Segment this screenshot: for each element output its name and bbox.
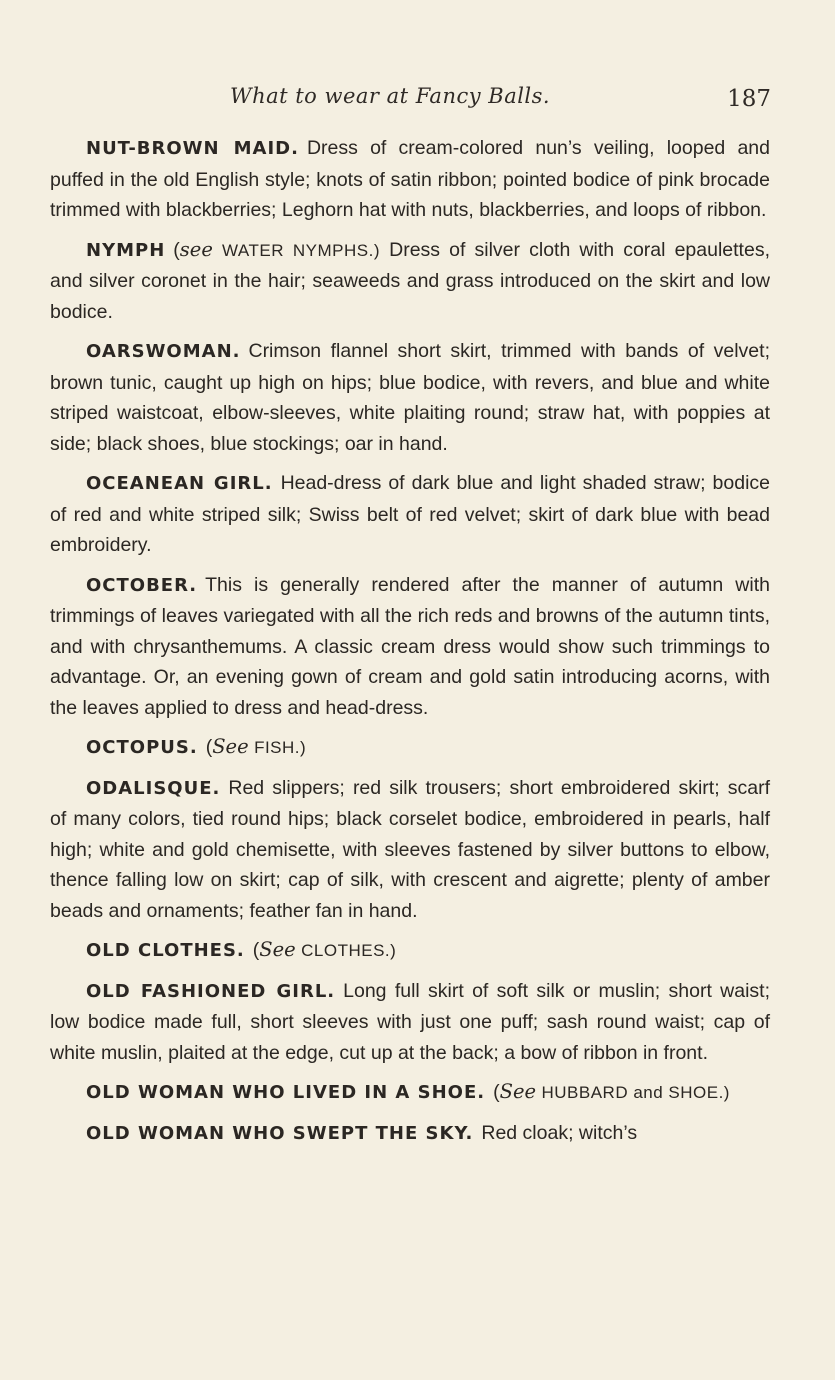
glossary-entry bbox=[50, 732, 770, 764]
cross-reference: FISH.) bbox=[254, 738, 307, 757]
entry-text: Dress of cream-colored nun’s veiling, looped and puffed in the old English style; knots of satin ribbon; pointed bodice of pink brocade trimmed with blackberries; Leghorn hat with nuts, blackberries, and loops of ribbon. bbox=[50, 137, 771, 221]
entry-text: Dress of silver cloth with coral epaulettes, and silver coronet in the hair; seaweeds and grass introduced on the skirt and low bodice. bbox=[50, 238, 770, 323]
entry-term: NYMPH bbox=[86, 239, 166, 261]
glossary-entry bbox=[50, 570, 770, 724]
cross-reference: HUBBARD and SHOE.) bbox=[541, 1083, 730, 1102]
glossary-entry bbox=[50, 773, 770, 927]
see-word: See bbox=[499, 1080, 537, 1103]
glossary-entry bbox=[50, 976, 770, 1069]
see-open: ( bbox=[252, 939, 260, 961]
entry-text: Head-dress of dark blue and light shaded straw; bodice of red and white striped silk; Swiss belt of red velvet; skirt of dark blue with bead embroidery. bbox=[50, 472, 770, 556]
entry-term: OCTOPUS. bbox=[86, 737, 198, 758]
see-open: ( bbox=[493, 1081, 500, 1103]
entry-text: Red slippers; red silk trousers; short embroidered skirt; scarf of many colors, tied round hips; black corselet bodice, embroidered in pearls, half high; white and gold chemisette, with sleeves fastened by silver buttons to elbow, thence falling low on skirt; cap of silk, with crescent and aigrette; plenty of amber beads and ornaments; feather fan in hand. bbox=[50, 776, 770, 922]
entry-text: Red cloak; witch’s bbox=[481, 1121, 638, 1144]
see-open: ( bbox=[173, 238, 180, 261]
entry-term: ODALISQUE. bbox=[86, 777, 221, 799]
entry-term: OLD CLOTHES. bbox=[86, 940, 245, 961]
glossary-entry bbox=[50, 468, 770, 561]
entry-term: OLD FASHIONED GIRL. bbox=[86, 980, 336, 1002]
see-word: see bbox=[179, 237, 213, 261]
entry-term: OCEANEAN GIRL. bbox=[86, 473, 273, 494]
entry-term: OLD WOMAN WHO SWEPT THE SKY. bbox=[86, 1122, 474, 1144]
see-word: See bbox=[212, 735, 249, 758]
entry-text: Long full skirt of soft silk or muslin; short waist; low bodice made full, short sleeves with just one puff; sash round waist; cap of white muslin, plaited at the edge, cut up at the back; a bow of ribbon in front. bbox=[50, 979, 770, 1064]
running-title: What to wear at Fancy Balls. bbox=[230, 84, 551, 108]
entry-term: OLD WOMAN WHO LIVED IN A SHOE. bbox=[86, 1082, 486, 1103]
see-open: ( bbox=[205, 736, 213, 758]
cross-reference: WATER NYMPHS.) bbox=[221, 240, 381, 260]
glossary-entry bbox=[50, 935, 770, 967]
glossary-entry bbox=[50, 1077, 770, 1109]
page-header bbox=[0, 84, 835, 120]
glossary-entry bbox=[50, 235, 770, 328]
glossary-entry bbox=[50, 1118, 770, 1150]
glossary-text bbox=[50, 133, 770, 1158]
entry-term: OCTOBER. bbox=[86, 574, 198, 596]
see-word: See bbox=[259, 938, 296, 961]
page-number: 187 bbox=[727, 86, 771, 112]
entry-text: Crimson flannel short skirt, trimmed with bands of velvet; brown tunic, caught up high on hips; blue bodice, with revers, and blue and white striped waistcoat, elbow-sleeves, white plaiting round; straw hat, with poppies at side; black shoes, blue stockings; oar in hand. bbox=[50, 340, 770, 455]
glossary-entry bbox=[50, 133, 770, 226]
cross-reference: CLOTHES.) bbox=[301, 941, 397, 960]
entry-term: OARSWOMAN. bbox=[86, 341, 241, 362]
entry-text: This is generally rendered after the manner of autumn with trimmings of leaves variegated with all the rich reds and browns of the autumn tints, and with chrysanthemums. A classic cream dress would show such trimmings to advantage. Or, an evening gown of cream and gold satin introducing acorns, with the leaves applied to dress and head-dress. bbox=[50, 573, 770, 719]
glossary-entry bbox=[50, 336, 770, 459]
entry-term: NUT-BROWN MAID. bbox=[86, 138, 299, 159]
